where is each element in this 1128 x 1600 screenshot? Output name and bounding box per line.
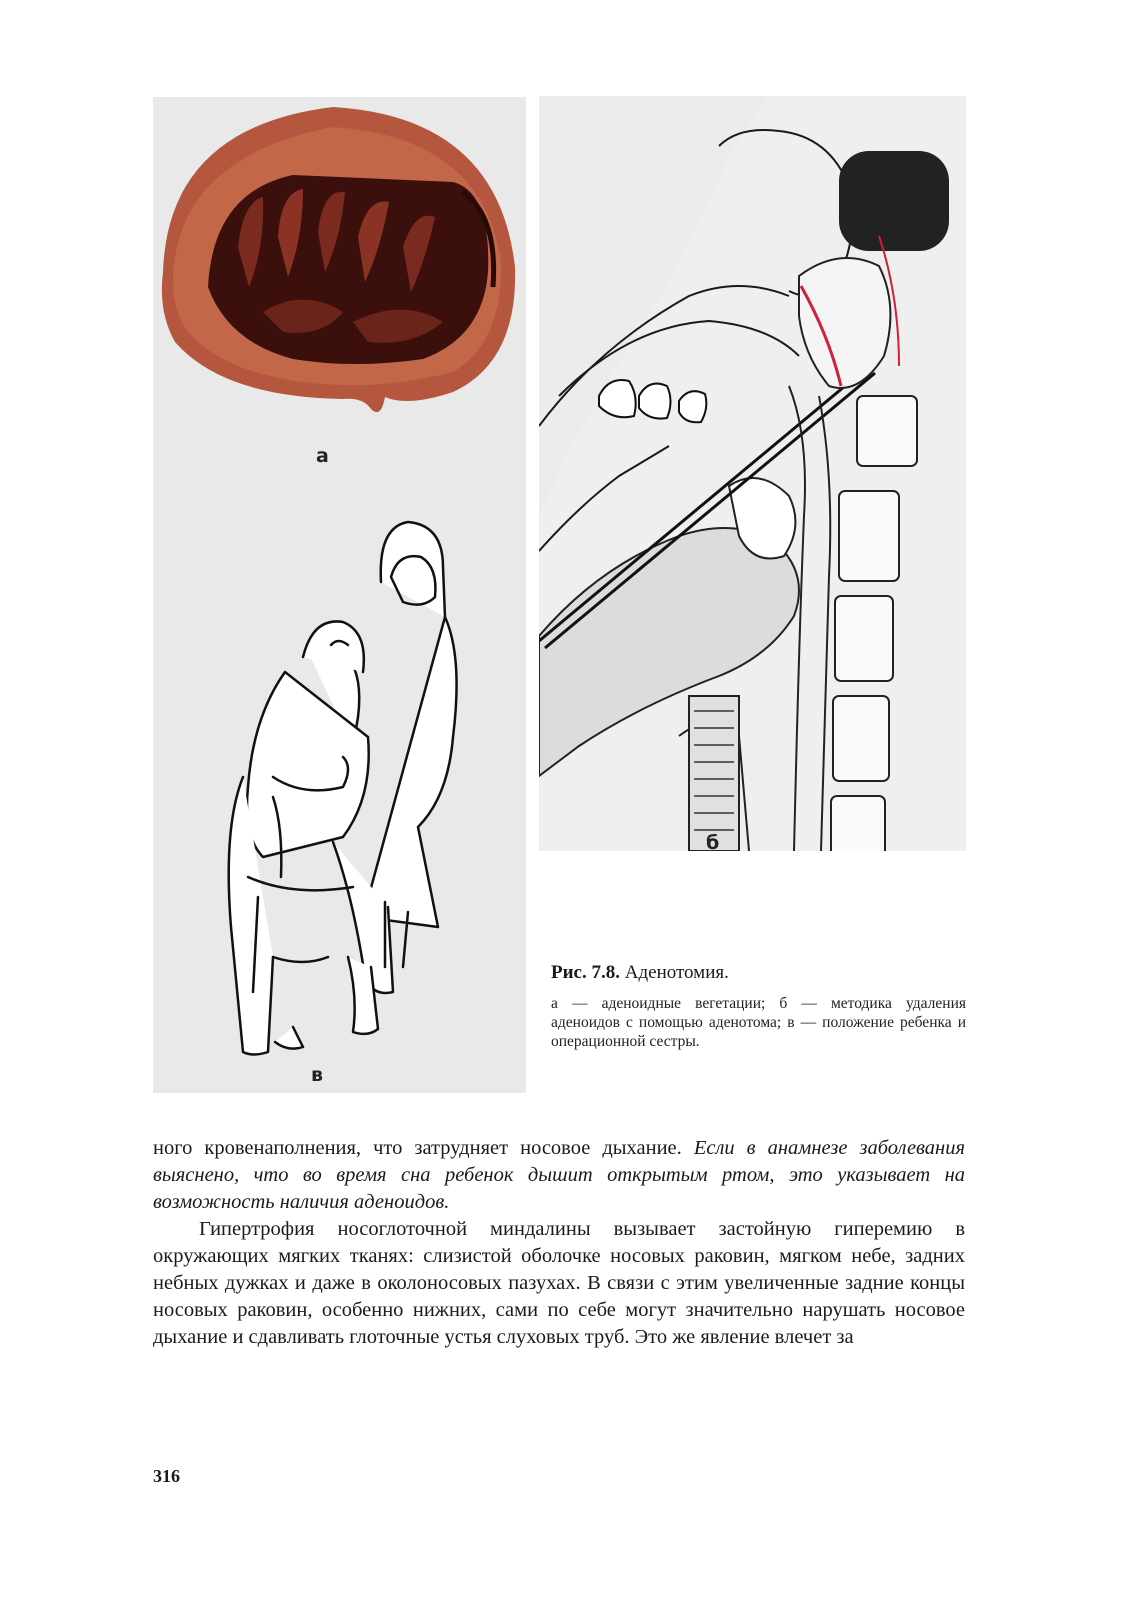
figure-illustrations-left [153,97,526,1093]
caption-body: а — аденоидные вегетации; б — методика удаления аденоидов с помощью аденотома; в — положение ребенка и операционной сестры. [551,995,966,1050]
paragraph-1-plain: ного кровенаполнения, что затрудняет носовое дыхание. [153,1137,694,1159]
paragraph-1-italic: Если в анамнезе заболевания выяснено, что во время сна ребенок дышит открытым ртом, это указывает на возможность наличия аденоидов. [153,1137,966,1213]
figure-panel-right [539,96,966,851]
panel-c-letter: в [311,1064,324,1086]
sagittal-section-adenotome-illustration [539,96,966,851]
figure-panel-left [153,97,526,1093]
caption-title [551,962,966,984]
nurse-holding-child-illustration [229,522,457,1055]
figure-number: Рис. 7.8. [551,962,620,983]
spine-vertebrae [799,151,949,851]
paragraph-1 [153,1135,965,1216]
panel-a-letter: а [316,445,329,467]
body-text [153,1135,965,1351]
figure-caption [551,962,966,1051]
panel-b-letter: б [706,832,720,854]
paragraph-2: Гипертрофия носоглоточной миндалины вызывает застойную гиперемию в окружающих мягких тканях: слизистой оболочке носовых раковин, мягком небе, задних небных дужках и даже в околоносовых пазухах. В связи с этим увеличенные задние концы носовых раковин, особенно нижних, сами по себе могут значительно нарушать носовое дыхание и сдавливать глоточные устья слуховых труб. Это же явление влечет за [153,1218,965,1348]
figure-subtitle: Аденотомия. [624,962,729,983]
page-number: 316 [153,1466,180,1486]
adenoid-vegetations-illustration [162,107,515,412]
